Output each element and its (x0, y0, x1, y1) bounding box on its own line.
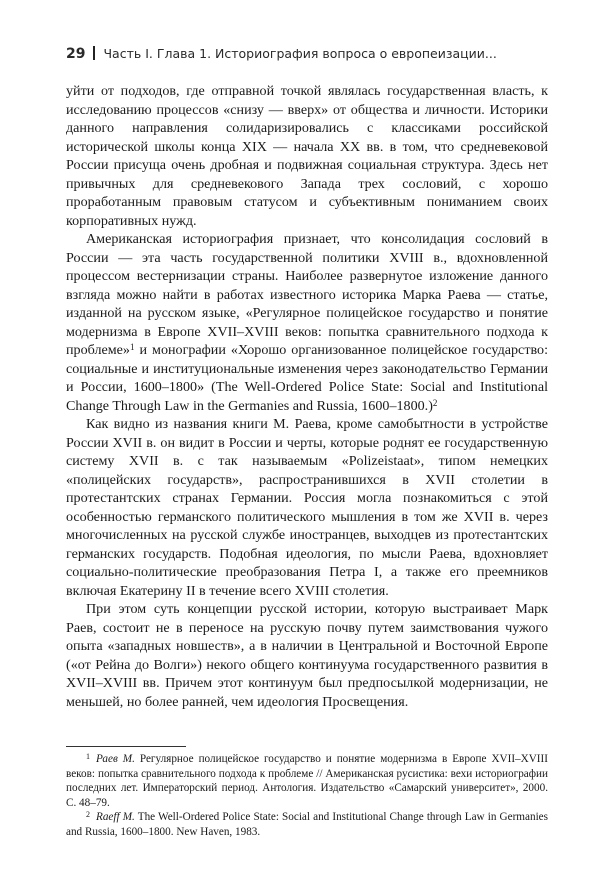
footnotes (66, 752, 548, 840)
paragraph-text: Американская историография признает, что консолидация сословий в России — эта часть государственной политики XVIII в., вдохновленной процессом вестернизации страны. Наиболее развернутое изложение данного взгляда можно найти в работах известного историка Марка Раева — статье, изданной на русском языке, «Регулярное полицейское государство и понятие модернизма в Европе XVII–XVIII веков: попытка сравнительного подхода к проблеме» (66, 231, 548, 358)
footnote-author: Раев М. (96, 753, 135, 765)
paragraph-text: и монографии «Хорошо организованное полицейское государство: социальные и институциональные изменения через законодательство Германии и России, 1600–1800» (The Well-Ordered Police State: Social and Institutional Change Through Law in the Germanies and Russia, 1600–1800.) (66, 342, 548, 414)
footnote-divider (66, 746, 186, 747)
footnote (66, 810, 548, 839)
paragraph: При этом суть концепции русской истории, которую выстраивает Марк Раев, состоит не в переносе на русскую почву путем заимствования чужого опыта «западных новшеств», а в наличии в Центральной и Восточной Европе («от Рейна до Волги») некого общего континуума государственного развития в XVII–XVIII вв. Причем этот континуум был предпосылкой модернизации, не меньшей, но более ранней, чем идеология Просвещения. (66, 601, 548, 710)
footnote-ref[interactable]: 1 (129, 342, 135, 352)
footnote (66, 752, 548, 810)
page-number: 29 (66, 46, 86, 62)
main-text (66, 82, 548, 711)
footnote-text: Регулярное полицейское государство и понятие модернизма в Европе XVII–XVIII веков: попытка сравнительного подхода к проблеме // Американская русистика: вехи историографии последних лет. Императорский период. Антология. Издательство «Самарский университет», 2000. С. 48–79. (66, 753, 548, 809)
running-title: Часть I. Глава 1. Историография вопроса о европеизации... (103, 46, 497, 61)
footnote-number: 1 (86, 752, 90, 761)
paragraph (66, 230, 548, 415)
footnote-number: 2 (86, 810, 90, 820)
footnote-author: Raeff M. (96, 811, 135, 824)
header-divider (93, 46, 95, 60)
paragraph: уйти от подходов, где отправной точкой являлась государственная власть, к исследованию процессов «снизу — вверх» от общества и личности. Историки данного направления солидаризировались с классиками российской исторической школы конца XIX — начала XX вв. в том, что средневековой России присуща очень дробная и подвижная социальная структура. Здесь нет привычных для средневекового Запада трех сословий, с хорошо проработанным правовым статусом и субъективным пониманием своих корпоративных нужд. (66, 83, 548, 229)
footnote-text: The Well-Ordered Police State: Social and Institutional Change through Law in Germanies and Russia, 1600–1800. New Haven, 1983. (66, 811, 548, 838)
running-header (66, 46, 546, 66)
paragraph: Как видно из названия книги М. Раева, кроме самобытности в устройстве России XVII в. он видит в России и черты, которые роднят ее государственную систему XVII в. с так называемым «Polizeistaat», типом немецких «полицейских государств», распространившихся в XVII столетии в протестантских странах Германии. Россия могла познакомиться с этой особенностью германского политического мышления в том же XVII в. через многочисленных на русской службе иностранцев, выходцев из протестантских германских государств. Подобная идеология, по мысли Раева, вдохновляет социально-политические преобразования Петра I, а также его преемников включая Екатерину II в течение всего XVIII столетия. (66, 416, 548, 599)
footnote-ref[interactable]: 2 (432, 397, 438, 408)
